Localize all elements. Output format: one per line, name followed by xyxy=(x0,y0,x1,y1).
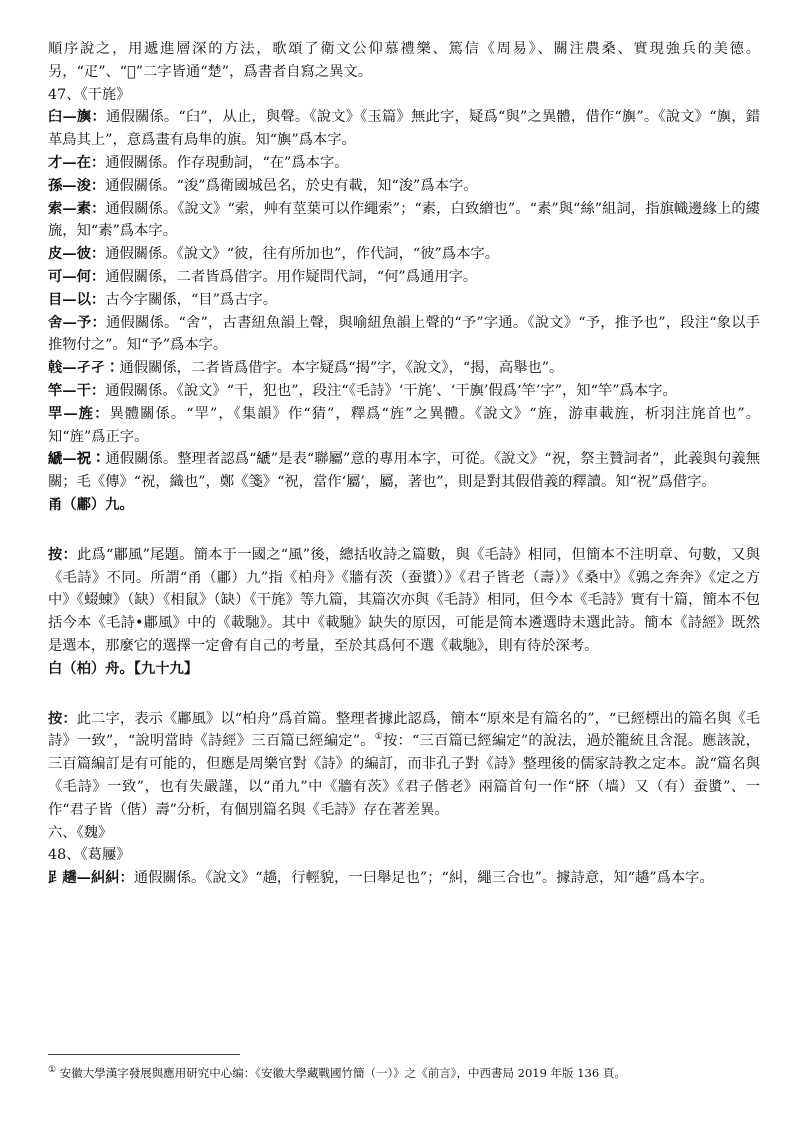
bai-heading xyxy=(48,658,760,681)
entry-text: 通假關係。作存現動詞，“在”爲本字。 xyxy=(105,154,349,171)
footnote-text: 安徽大學漢字發展與應用研究中心编：《安徽大學藏戰國竹簡（一）》之《前言》，中西書局 2019 年版 136 頁。 xyxy=(59,1066,626,1080)
yong-comment xyxy=(48,544,760,658)
entry-47-12 xyxy=(48,448,760,494)
entry-term: 舍—予： xyxy=(48,314,106,331)
entry-47-5 xyxy=(48,243,760,266)
entry-47-2 xyxy=(48,152,760,175)
entry-47-10 xyxy=(48,380,760,403)
entry-47-4 xyxy=(48,198,760,244)
comment-text: 此爲“鄘風”尾題。簡本于一國之“風”後，總括收詩之篇數，與《毛詩》相同，但簡本不注明章、句數，又與《毛詩》不同。所謂“甬（鄘）九”指《柏舟》《牆有茨（蚕螿）》《君子皆老（壽）》《桑中》《鶉之奔奔》《定之方中》《蝃蝀》（缺）《相鼠》（缺）《干旄》等九篇，其篇次亦與《毛詩》相同，但今本《毛詩》實有十篇，簡本不包括今本《毛詩•鄘風》中的《載馳》。其中《載馳》缺失的原因，可能是简本遴選時未選此詩。簡本《詩經》既然是選本，那麼它的選擇一定會有自己的考量，至於其爲何不選《載馳》，則有待於深考。 xyxy=(48,546,761,654)
entry-term: 𢧢—孑孑： xyxy=(48,360,120,377)
footnote xyxy=(48,1064,760,1082)
bai-heading-bracket: 【九十九】 xyxy=(133,660,199,677)
entry-term: 才—在： xyxy=(48,154,106,171)
entry-text: 通假關係。《說文》“趫，行輕貌，一曰舉足也”；“糾，繩三合也”。據詩意，知“趫”爲本字。 xyxy=(133,870,714,887)
entry-text: 通假關係。“𦥑”，从止，與聲。《說文》《玉篇》無此字，疑爲“與”之異體，借作“旟”。《說文》“旟，錯革鳥其上”，意爲畫有鳥隼的旗。知“旟”爲本字。 xyxy=(48,109,760,149)
entry-term: 孫—浚： xyxy=(48,177,106,194)
intro-paragraph: 順序說之，用遞進層深的方法，歌頌了衛文公仰慕禮樂、篤信《周易》、關注農桑、實現強兵的美德。另，“疋”、“𤕫”二字皆通“楚”，爲書者自寫之異文。 xyxy=(48,41,760,80)
footnote-mark: ① xyxy=(48,1065,57,1076)
entry-48-1 xyxy=(48,867,760,890)
entry-47-1 xyxy=(48,106,760,152)
entry-term: 𧾷趫—糾糾： xyxy=(48,870,134,887)
entry-text: 通假關係。“舍”，古書紐魚韻上聲，與喻紐魚韻上聲的“予”字通。《說文》“予，推予也”，段注“象以手推物付之”。知“予”爲本字。 xyxy=(48,314,760,354)
bai-heading-text: 白（柏）舟。 xyxy=(48,660,134,677)
entry-term: 可—何： xyxy=(48,268,106,285)
entry-47-11 xyxy=(48,403,760,449)
comment-text-after: 按：“三百篇已經編定”的說法，過於籠統且含混。應該說，三百篇編訂是有可能的，但應是周樂官對《詩》的編訂，而非孔子對《詩》整理後的儒家詩教之定本。說“篇名與《毛詩》一致”，也有失嚴謹，以“甬九”中《牆有茨》《君子偕老》兩篇首句一作“𤖯（墙）又（有）蚕螿”、一作“君子皆（偕）壽”分析，有個別篇名與《毛詩》存在著差異。 xyxy=(48,733,760,818)
entry-term: 皮—彼： xyxy=(48,246,106,263)
entry-text: 通假關係。整理者認爲“𦃇”是表“聯屬”意的專用本字，可從。《說文》“祝，祭主贊詞者”，此義與句義無關；毛《傳》“祝，織也”，鄭《箋》“祝，當作‘屬’，屬，著也”，則是對其假借義的釋讀。知“祝”爲借字。 xyxy=(48,451,761,491)
entry-47-3 xyxy=(48,175,760,198)
entry-text: 通假關係。《說文》“干，犯也”，段注“《毛詩》‘干旄’、‘干旟’假爲‘竿’字”，知“竿”爲本字。 xyxy=(105,382,677,399)
entry-text: 通假關係。“浚”爲衛國城邑名，於史有載，知“浚”爲本字。 xyxy=(105,177,478,194)
entry-term: 索—素： xyxy=(48,200,106,217)
comment-label: 按： xyxy=(48,710,77,727)
yong-heading: 甬（鄘）九。 xyxy=(48,496,134,513)
entry-47-6 xyxy=(48,266,760,289)
bai-comment xyxy=(48,708,760,822)
wei-heading: 六、《魏》 xyxy=(48,824,113,841)
footnote-divider xyxy=(48,1054,240,1055)
entry-term: 目—以： xyxy=(48,291,106,308)
entry-text: 通假關係。《說文》“索，艸有莖葉可以作繩索”；“素，白致繒也”。“素”與“絲”組詞，指旗幟邊緣上的縷旒，知“素”爲本字。 xyxy=(48,200,761,240)
entry-text: 通假關係，二者皆爲借字。用作疑問代詞，“何”爲通用字。 xyxy=(105,268,478,285)
comment-label: 按： xyxy=(48,546,78,563)
entry-47-7 xyxy=(48,289,760,312)
entry-text: 異體關係。“䍐”，《集韻》作“猜”，釋爲“旌”之異體。《說文》“旌，游車載旌，析羽注旄首也”。知“旌”爲正字。 xyxy=(48,405,761,445)
entry-text: 通假關係。《說文》“彼，往有所加也”，作代詞，“彼”爲本字。 xyxy=(105,246,499,263)
entry-term: 𦥑—旟： xyxy=(48,109,106,126)
entry-term: 䍐—旌： xyxy=(48,405,110,422)
comment-text-before: 此二字，表示《鄘風》以“柏舟”爲首篇。整理者據此認爲，簡本“原來是有篇名的”，“已經標出的篇名與《毛詩》一致”，“說明當時《詩經》三百篇已經編定”。 xyxy=(48,710,760,750)
entry-text: 古今字關係，“目”爲古字。 xyxy=(105,291,278,308)
entry-47-8 xyxy=(48,312,760,358)
footnote-reference[interactable]: ① xyxy=(374,732,383,743)
entry-text: 通假關係，二者皆爲借字。本字疑爲“揭”字，《說文》，“揭，高舉也”。 xyxy=(119,360,564,377)
entry-term: 竿—干： xyxy=(48,382,106,399)
section-48-heading: 48、《葛屨》 xyxy=(48,847,131,864)
entry-47-9 xyxy=(48,357,760,380)
entry-term: 𦃇—祝： xyxy=(48,451,106,468)
section-47-heading: 47、《干旄》 xyxy=(48,86,131,103)
